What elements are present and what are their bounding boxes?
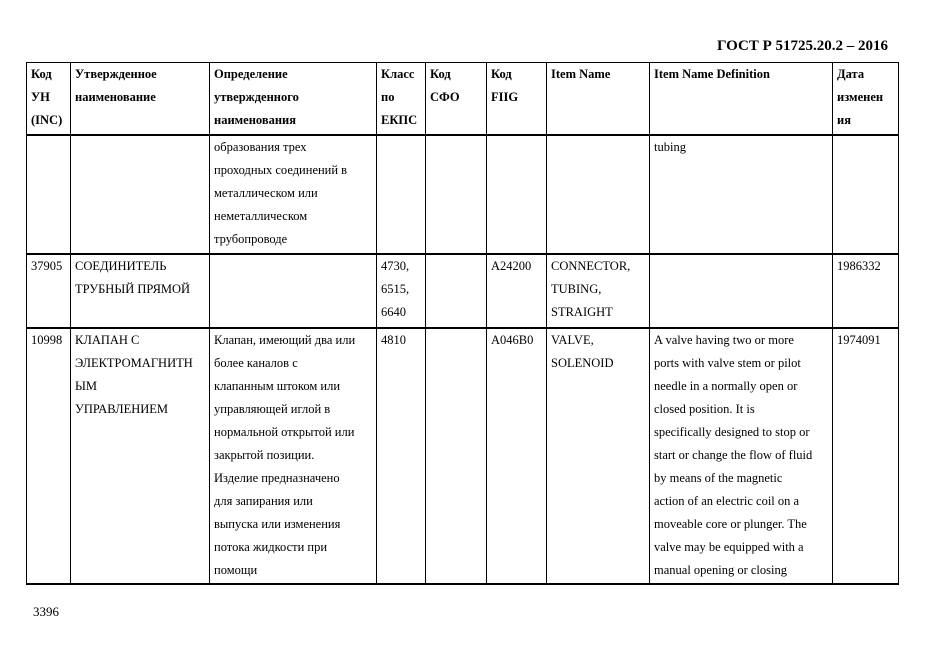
header-code-fiig: Код FIIG: [487, 63, 547, 136]
cell-code: 37905: [27, 254, 71, 328]
cell-definition: [210, 254, 377, 328]
cell-fiig: [487, 135, 547, 254]
cell-code: 10998: [27, 328, 71, 584]
cell-sfo: [426, 135, 487, 254]
table-row: [27, 254, 899, 328]
cell-item-name: VALVE, SOLENOID: [547, 328, 650, 584]
cell-sfo: [426, 254, 487, 328]
cell-name: КЛАПАН С ЭЛЕКТРОМАГНИТН ЫМ УПРАВЛЕНИЕМ: [71, 328, 210, 584]
table-header-row: [27, 63, 899, 136]
cell-item-definition: [650, 254, 833, 328]
classification-table: [26, 62, 899, 585]
page-number: 3396: [33, 604, 59, 619]
header-item-name: Item Name: [547, 63, 650, 136]
cell-date: [833, 135, 899, 254]
cell-item-name: [547, 135, 650, 254]
cell-fiig: A046B0: [487, 328, 547, 584]
document-standard-header: ГОСТ Р 51725.20.2 – 2016: [716, 38, 888, 54]
table-row: [27, 135, 899, 254]
cell-name: [71, 135, 210, 254]
header-name-definition: Определение утвержденного наименования: [210, 63, 377, 136]
header-item-name-definition: Item Name Definition: [650, 63, 833, 136]
cell-class: 4810: [377, 328, 426, 584]
cell-date: 1974091: [833, 328, 899, 584]
table-row: [27, 328, 899, 584]
cell-date: 1986332: [833, 254, 899, 328]
cell-code: [27, 135, 71, 254]
cell-class: [377, 135, 426, 254]
cell-item-definition: A valve having two or more ports with valve stem or pilot needle in a normally open or closed position. It is specifically designed to stop or start or change the flow of fluid by means of the magnetic action of an electric coil on a moveable core or plunger. The valve may be equipped with a manual opening or closing: [650, 328, 833, 584]
header-class-ekps: Класс по ЕКПС: [377, 63, 426, 136]
cell-fiig: A24200: [487, 254, 547, 328]
cell-item-name: CONNECTOR, TUBING, STRAIGHT: [547, 254, 650, 328]
cell-definition: образования трех проходных соединений в металлическом или неметаллическом трубопроводе: [210, 135, 377, 254]
cell-item-definition: tubing: [650, 135, 833, 254]
header-approved-name: Утвержденное наименование: [71, 63, 210, 136]
header-code-inc: Код УН (INC): [27, 63, 71, 136]
cell-sfo: [426, 328, 487, 584]
header-change-date: Дата изменен ия: [833, 63, 899, 136]
cell-name: СОЕДИНИТЕЛЬ ТРУБНЫЙ ПРЯМОЙ: [71, 254, 210, 328]
cell-definition: Клапан, имеющий два или более каналов с клапанным штоком или управляющей иглой в нормальной открытой или закрытой позиции. Изделие предназначено для запирания или выпуска или изменения потока жидкости при помощи: [210, 328, 377, 584]
header-code-sfo: Код СФО: [426, 63, 487, 136]
cell-class: 4730, 6515, 6640: [377, 254, 426, 328]
